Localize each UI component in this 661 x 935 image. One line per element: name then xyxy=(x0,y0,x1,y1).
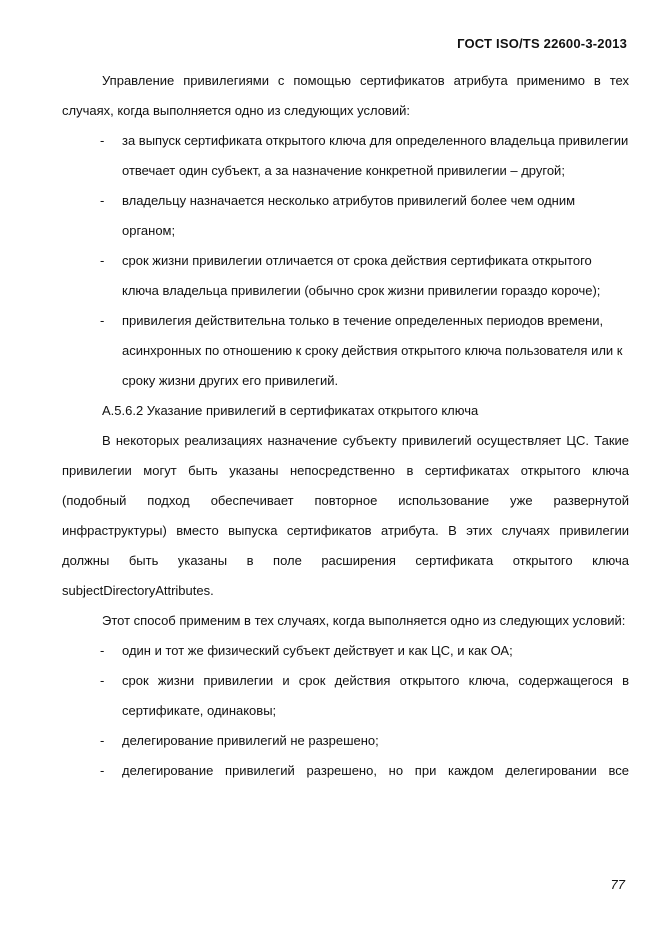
bullet-dash: - xyxy=(100,673,105,688)
list-item xyxy=(100,126,629,186)
bullet-dash: - xyxy=(100,643,105,658)
list-item xyxy=(100,756,629,786)
bullet-dash: - xyxy=(100,133,105,148)
bullet-dash: - xyxy=(100,763,105,778)
bullet-dash: - xyxy=(100,193,105,208)
bullet-dash: - xyxy=(100,313,105,328)
list-item xyxy=(100,306,629,396)
list-item-text: один и тот же физический субъект действует и как ЦС, и как ОА; xyxy=(122,643,513,658)
page-body xyxy=(62,66,629,786)
list-item-text: владельцу назначается несколько атрибутов привилегий более чем одним органом; xyxy=(122,193,576,238)
page-number: 77 xyxy=(610,877,625,892)
intro-conditions-list xyxy=(62,126,629,396)
section-paragraph-1: В некоторых реализациях назначение субъекту привилегий осуществляет ЦС. Такие привилегии могут быть указаны непосредственно в сертификатах открытого ключа (подобный подход обеспечивает повторное использование уже развернутой инфраструктуры) вместо выпуска сертификатов атрибута. В этих случаях привилегии должны быть указаны в поле расширения сертификата открытого ключа subjectDirectoryAttributes. xyxy=(62,433,629,598)
list-item-text: привилегия действительна только в течение определенных периодов времени, асинхронных по отношению к сроку действия открытого ключа пользователя или к сроку жизни других его привилегий. xyxy=(122,313,623,388)
list-item-text: делегирование привилегий не разрешено; xyxy=(122,733,379,748)
intro-paragraph: Управление привилегиями с помощью сертификатов атрибута применимо в тех случаях, когда выполняется одно из следующих условий: xyxy=(62,73,629,118)
list-item-text: делегирование привилегий разрешено, но при каждом делегировании все xyxy=(122,763,629,778)
section-heading: А.5.6.2 Указание привилегий в сертификатах открытого ключа xyxy=(102,403,479,418)
document-header: ГОСТ ISO/TS 22600-3-2013 xyxy=(457,36,627,51)
list-item-text: за выпуск сертификата открытого ключа для определенного владельца привилегии отвечает один субъект, а за назначение конкретной привилегии – другой; xyxy=(122,133,629,178)
list-item-text: срок жизни привилегии и срок действия открытого ключа, содержащегося в сертификате, одинаковы; xyxy=(122,673,629,718)
section-paragraph-2: Этот способ применим в тех случаях, когда выполняется одно из следующих условий: xyxy=(102,613,626,628)
list-item xyxy=(100,186,629,246)
list-item xyxy=(100,636,629,666)
list-item xyxy=(100,726,629,756)
bullet-dash: - xyxy=(100,253,105,268)
list-item-text: срок жизни привилегии отличается от срока действия сертификата открытого ключа владельца привилегии (обычно срок жизни привилегии гораздо короче); xyxy=(122,253,601,298)
list-item xyxy=(100,246,629,306)
list-item xyxy=(100,666,629,726)
bullet-dash: - xyxy=(100,733,105,748)
section-conditions-list xyxy=(62,636,629,786)
